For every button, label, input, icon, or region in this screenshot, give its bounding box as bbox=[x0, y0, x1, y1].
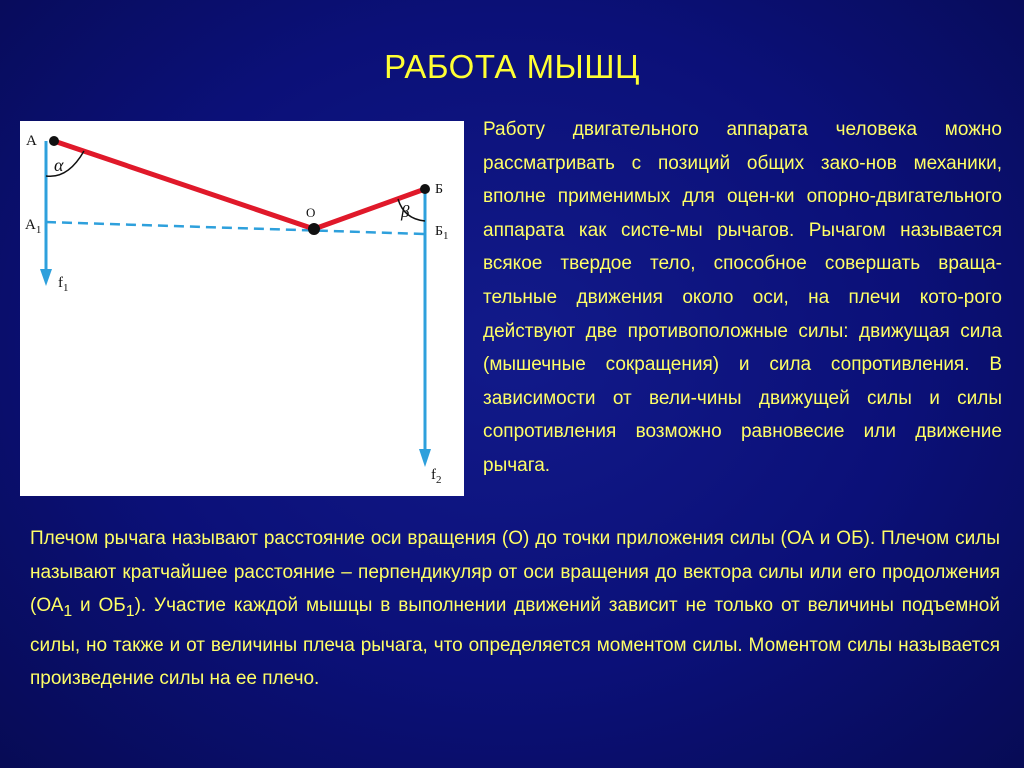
angle-alpha-arc bbox=[46, 151, 84, 176]
label-b1: $Б_1$ bbox=[435, 224, 449, 242]
label-alpha: α bbox=[54, 155, 64, 175]
subscript-2: 1 bbox=[125, 602, 135, 620]
text-part-3: ). Участие каждой мышцы в выполнении движений зависит не только от величины подъемной силы, но также и от величины плеча рычага, что определяется моментом силы. Моментом силы называется произведение силы на ее плечо. bbox=[30, 595, 1000, 690]
point-b bbox=[420, 184, 430, 194]
label-a1: $A_1$ bbox=[25, 217, 42, 236]
label-f2: $f_2$ bbox=[431, 467, 442, 486]
lever-diagram bbox=[20, 121, 464, 496]
point-o bbox=[308, 223, 320, 235]
label-beta: β bbox=[401, 202, 410, 221]
force-f1-arrowhead bbox=[40, 269, 52, 286]
label-b: Б bbox=[435, 182, 444, 197]
lever-arm-definition-text bbox=[30, 522, 1000, 696]
lever-diagram-svg bbox=[20, 121, 464, 496]
label-f1: $f_1$ bbox=[58, 275, 69, 294]
text-part-1: Плечом рычага называют расстояние оси вращения (О) до точки приложения силы (ОА и ОБ). Плечом силы называют кратчайшее расстояние – перпендикуляр от оси вращения до вектора силы или его продолжения (ОА bbox=[30, 528, 1000, 617]
text-part-2: и ОБ bbox=[72, 595, 126, 617]
force-f2-arrowhead bbox=[419, 449, 431, 467]
subscript-1: 1 bbox=[63, 602, 73, 620]
lever-definition-text: Работу двигательного аппарата человека можно рассматривать с позиций общих зако-нов механики, вполне применимых для оцен-ки опорно-двигательного аппарата как систе-мы рычагов. Рычагом называется всякое твердое тело, способное совершать враща-тельные движения около оси, на плечи кото-рого действуют две противоположные силы: движущая сила (мышечные сокращения) и сила сопротивления. В зависимости от вели-чины движущей силы и силы сопротивления возможно равновесие или движение рычага. bbox=[483, 119, 1002, 476]
label-o: O bbox=[306, 205, 316, 220]
label-a: A bbox=[26, 133, 37, 149]
lever-bar bbox=[54, 141, 425, 229]
point-a bbox=[49, 136, 59, 146]
force-arm-dashed-line bbox=[46, 222, 425, 234]
slide-title: РАБОТА МЫШЦ bbox=[384, 48, 640, 85]
